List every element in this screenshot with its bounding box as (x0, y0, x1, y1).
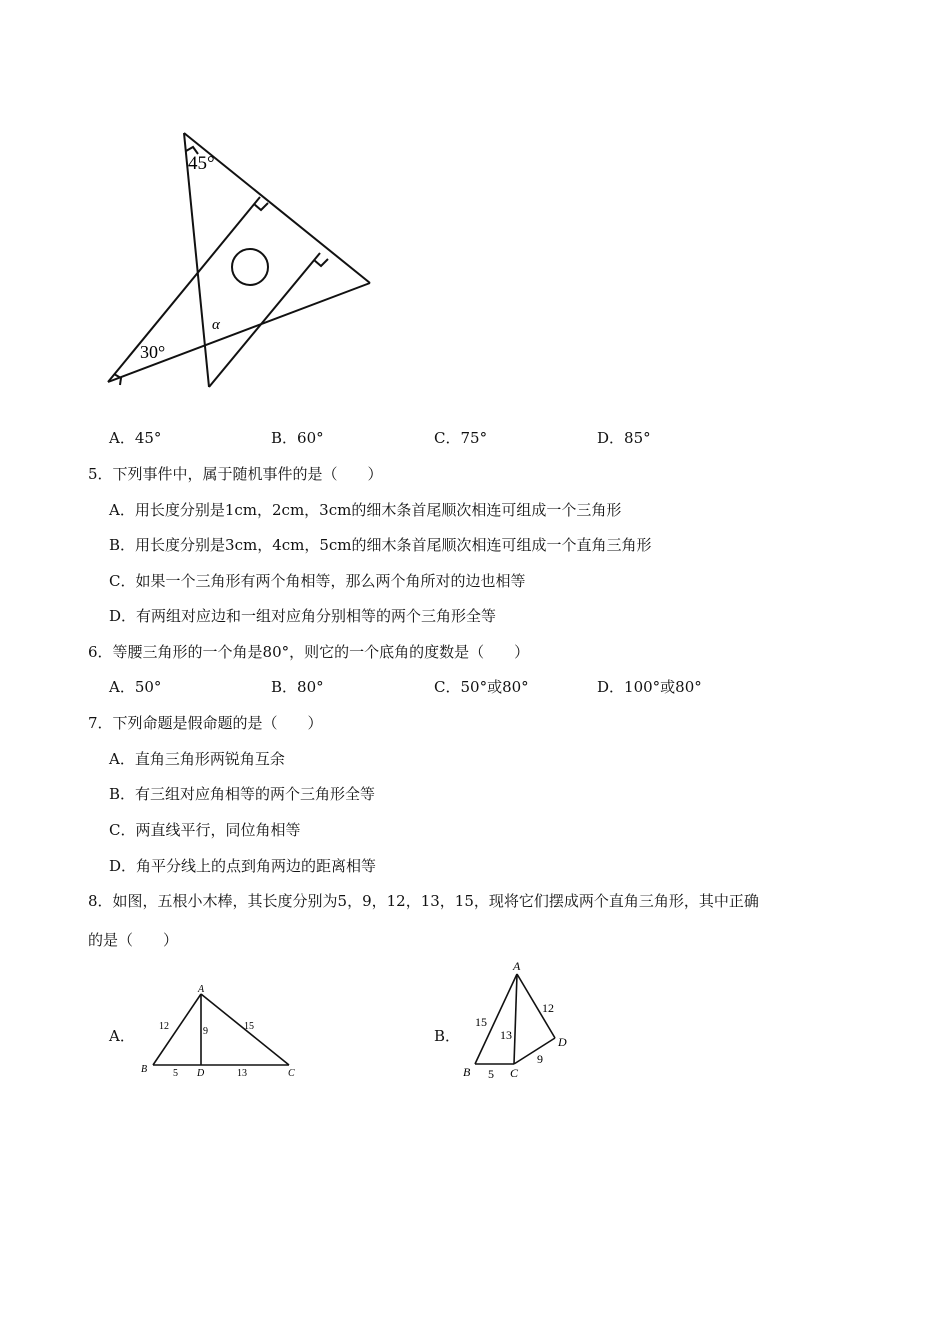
q5-option-d[interactable]: D．有两组对应边和一组对应角分别相等的两个三角形全等 (109, 607, 497, 625)
circle-hole (232, 249, 268, 285)
line-bottom-to-right (209, 253, 320, 387)
length-13: 13 (500, 1028, 512, 1042)
q8-figure-a[interactable] (136, 982, 302, 1080)
label-30: 30° (140, 342, 166, 362)
q4-option-d[interactable]: D．85° (597, 429, 651, 447)
q8-stem-line2: 的是（ ） (88, 931, 179, 949)
q8-option-a-label[interactable]: A． (109, 1027, 135, 1045)
q6-option-a[interactable]: A．50° (109, 678, 162, 696)
length-9: 9 (203, 1026, 208, 1037)
vertex-c: C (510, 1066, 519, 1080)
q7-stem: 7．下列命题是假命题的是（ ） (88, 714, 323, 732)
length-12: 12 (159, 1021, 169, 1032)
q6-option-d[interactable]: D．100°或80° (597, 678, 702, 696)
q4-option-a[interactable]: A．45° (109, 429, 162, 447)
side-ac (514, 974, 517, 1064)
right-angle-mark-lower (314, 259, 328, 266)
length-13: 13 (237, 1068, 247, 1079)
q4-option-b[interactable]: B．60° (271, 429, 324, 447)
q8-figure-b[interactable] (460, 956, 580, 1086)
vertex-b: B (141, 1064, 148, 1075)
length-9: 9 (537, 1052, 543, 1066)
q5-option-a[interactable]: A．用长度分别是1cm，2cm，3cm的细木条首尾顺次相连可组成一个三角形 (109, 501, 622, 519)
length-5: 5 (173, 1068, 178, 1079)
vertex-a: A (198, 984, 205, 995)
q6-option-c[interactable]: C．50°或80° (434, 678, 529, 696)
q7-option-b[interactable]: B．有三组对应角相等的两个三角形全等 (109, 785, 376, 803)
q7-option-c[interactable]: C．两直线平行，同位角相等 (109, 821, 301, 839)
q8-option-b-label[interactable]: B． (434, 1027, 461, 1045)
q5-option-b[interactable]: B．用长度分别是3cm，4cm，5cm的细木条首尾顺次相连可组成一个直角三角形 (109, 536, 652, 554)
q8-stem-line1: 8．如图，五根小木棒，其长度分别为5，9，12，13，15，现将它们摆成两个直角三角形，其中正确 (88, 892, 759, 910)
length-5: 5 (488, 1067, 494, 1081)
q7-option-a[interactable]: A．直角三角形两锐角互余 (109, 750, 285, 768)
right-angle-mark-upper (254, 203, 268, 210)
q4-option-c[interactable]: C．75° (434, 429, 488, 447)
q4-figure (100, 125, 380, 395)
side-cd (514, 1038, 555, 1064)
length-15: 15 (475, 1015, 487, 1029)
length-12: 12 (542, 1001, 554, 1015)
label-45: 45° (188, 153, 215, 174)
label-alpha: α (212, 317, 220, 333)
line-left-to-right (108, 283, 370, 382)
vertex-b: B (463, 1065, 471, 1079)
vertex-d: D (197, 1068, 205, 1079)
q5-option-c[interactable]: C．如果一个三角形有两个角相等，那么两个角所对的边也相等 (109, 572, 526, 590)
vertex-a: A (513, 959, 521, 973)
length-15: 15 (244, 1021, 254, 1032)
vertex-d: D (558, 1035, 567, 1049)
q6-option-b[interactable]: B．80° (271, 678, 324, 696)
q7-option-d[interactable]: D．角平分线上的点到角两边的距离相等 (109, 857, 377, 875)
q6-stem: 6．等腰三角形的一个角是80°，则它的一个底角的度数是（ ） (88, 643, 530, 661)
vertex-c: C (288, 1068, 295, 1079)
q5-stem: 5．下列事件中，属于随机事件的是（ ） (88, 465, 383, 483)
